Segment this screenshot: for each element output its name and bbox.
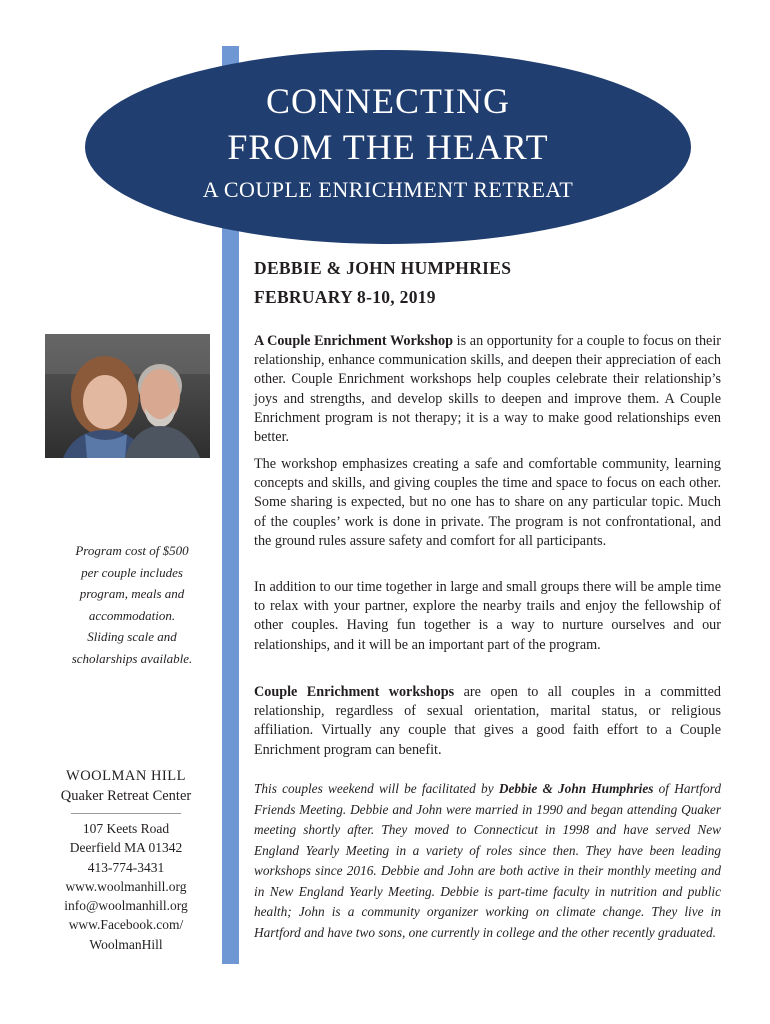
facebook-line-2: WoolmanHill bbox=[89, 936, 163, 952]
intro-bold: A Couple Enrichment Workshop bbox=[254, 333, 454, 349]
website-line: www.woolmanhill.org bbox=[65, 878, 187, 894]
org-subtitle: Quaker Retreat Center bbox=[60, 788, 192, 804]
eligibility-text: are open to all couples in a committed relationship, regardless of sexual orientation, marital status, or religious affiliation. Virtually any couple that gives a good faith effort to a Couple Enrichment program can benefit. bbox=[254, 684, 721, 758]
couple-photo-image bbox=[45, 334, 210, 458]
org-name: WOOLMAN HILL bbox=[66, 768, 186, 784]
dates-heading: FEBRUARY 8-10, 2019 bbox=[254, 287, 436, 307]
couple-photo bbox=[45, 334, 210, 458]
paragraph-facilitators bbox=[254, 779, 721, 943]
city-line: Deerfield MA 01342 bbox=[69, 840, 183, 856]
title-line-1: CONNECTING bbox=[266, 81, 510, 121]
facebook-line: www.Facebook.com/ bbox=[68, 917, 184, 933]
address-line: 107 Keets Road bbox=[82, 821, 170, 836]
organization-block bbox=[48, 766, 204, 954]
email-line: info@woolmanhill.org bbox=[64, 898, 188, 914]
divider bbox=[71, 813, 181, 814]
cost-note-line: program, meals and bbox=[79, 586, 185, 601]
paragraph-eligibility bbox=[254, 683, 721, 760]
paragraph-workshop: The workshop emphasizes creating a safe and comfortable community, learning concepts and skills, and giving couples the time and space to focus on each other. Some sharing is expected, but no one has to share on any particular topic. Much of the couples’ work is done in private. The program is not confrontational, and the ground rules assure safety and comfort for all participants. bbox=[254, 456, 721, 549]
facilitators-bio: of Hartford Friends Meeting. Debbie and John were married in 1990 and began attending Quaker meeting shortly after. They moved to Connecticut in 1998 and have served New England Yearly Meeting in a variety of roles since then. They have been leading workshops since 2016. Debbie and John are both active in their monthly meeting and in New England Yearly Meeting. Debbie is part-time faculty in nutrition and public health; John is a community organizer working on climate change. They live in Hartford and have two sons, one currently in college and the other recently graduated. bbox=[254, 781, 722, 940]
title-line-2: FROM THE HEART bbox=[227, 127, 549, 167]
cost-note-line: per couple includes bbox=[81, 564, 183, 580]
cost-note-line: scholarships available. bbox=[71, 650, 193, 666]
facilitator-names: Debbie & John Humphries bbox=[498, 781, 654, 796]
intro-text: is an opportunity for a couple to focus on their relationship, enhance communication skills, and deepen their appreciation of each other. Couple Enrichment workshops help couples celebrate their relationship’s joys and strengths, and develop skills to deepen and improve them. A Couple Enrichment program is not therapy; it is a way to make good relationships even better. bbox=[254, 333, 722, 446]
facilitators-intro: This couples weekend will be facilitated by bbox=[254, 781, 499, 796]
cost-note-line: Sliding scale and bbox=[87, 629, 177, 644]
facilitators-heading: DEBBIE & JOHN HUMPHRIES bbox=[254, 258, 512, 278]
paragraph-intro bbox=[254, 332, 721, 447]
eligibility-bold: Couple Enrichment workshops bbox=[254, 684, 455, 700]
cost-note-line: Program cost of $500 bbox=[75, 543, 189, 558]
paragraph-groups: In addition to our time together in large and small groups there will be ample time to relax with your partner, explore the nearby trails and enjoy the fellowship of other couples. Having fun together is a way to nurture ourselves and our relationships, and it will be an important part of the program. bbox=[254, 579, 721, 653]
subtitle: A COUPLE ENRICHMENT RETREAT bbox=[202, 177, 574, 202]
cost-note-line: accommodation. bbox=[88, 607, 176, 623]
phone-line: 413-774-3431 bbox=[87, 859, 165, 875]
cost-note bbox=[48, 540, 216, 669]
